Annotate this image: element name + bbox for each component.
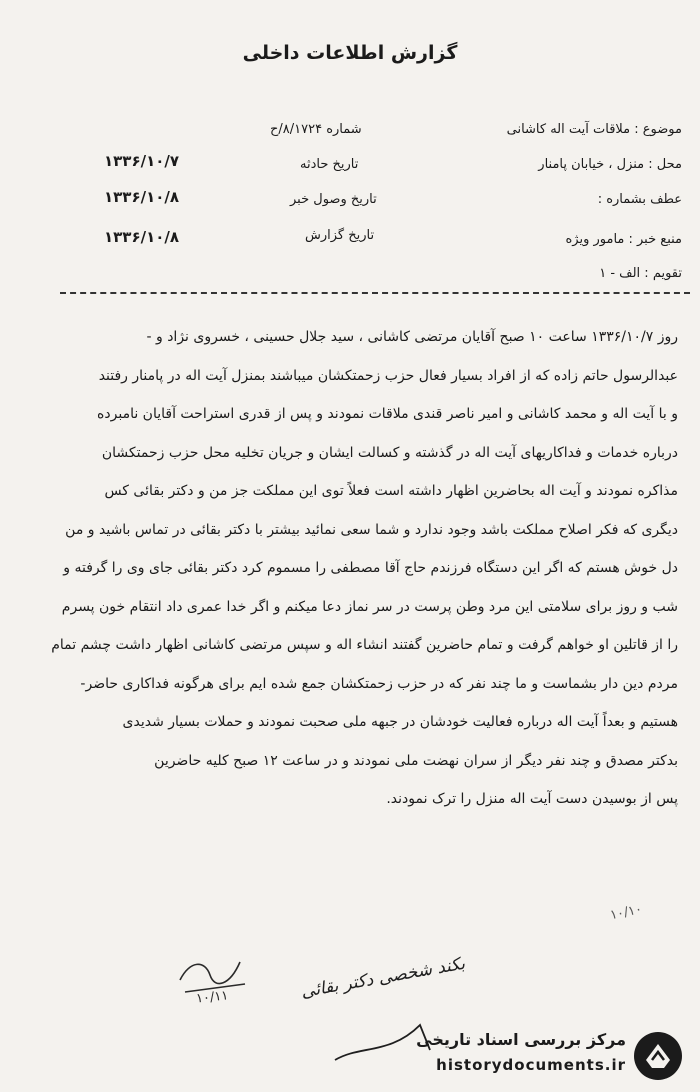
body-line: شب و روز برای سلامتی این مرد وطن پرست در سر نماز دعا میکنم و اگر خدا عمری داد انتقام خون پسرم	[61, 598, 678, 615]
body-line: روز ۱۳۳۶/۱۰/۷ ساعت ۱۰ صبح آقایان مرتضی کاشانی ، سید جلال حسینی ، خسروی نژاد و -	[146, 329, 678, 345]
report-date-label: تاریخ گزارش	[305, 228, 375, 243]
archive-watermark	[398, 1026, 688, 1086]
receipt-date-label: تاریخ وصول خبر	[290, 192, 377, 207]
body-line: هستیم و بعداً آیت اله درباره فعالیت خودشان در جبهه ملی صحبت نمودند و حملات بسیار شدیدی	[122, 714, 678, 730]
marginal-note: ۱۰/۱۰	[608, 901, 644, 924]
body-line: درباره خدمات و فداکاریهای آیت اله در گذشته و کسالت ایشان و جریان تخلیه محل حزب زحمتکشان	[101, 444, 678, 461]
incident-date-label: تاریخ حادثه	[300, 157, 359, 172]
header-divider	[60, 292, 690, 294]
source-line: منبع خبر : مامور ویژه	[565, 232, 682, 247]
body-line: دل خوش هستم که اگر این دستگاه فرزندم حاج آقا مصطفی را مسموم کرد دکتر بقائی جای وی را گرفته و	[63, 560, 678, 576]
location-line: محل : منزل ، خیابان پامنار	[538, 157, 682, 172]
body-line: عبدالرسول حاتم زاده که از افراد بسیار فعال حزب زحمتکشان میباشند بمنزل آیت اله در پامنار رفتند	[98, 367, 678, 384]
body-line: بدکتر مصدق و چند نفر دیگر از سران نهضت ملی نمودند و در ساعت ۱۲ صبح کلیه حاضرین	[154, 752, 678, 769]
reference-line: عطف بشماره :	[597, 192, 682, 207]
body-line: مردم دین دار بشماست و ما چند نفر که در حزب زحمتکشان جمع شده ایم برای هرگونه فداکاری حاضر-	[80, 675, 678, 692]
body-line: مذاکره نمودند و آیت اله بحاضرین اظهار داشته است فعلاً توی این مملکت جز من و دکتر بقائی کس	[104, 483, 678, 499]
body-line: دیگری که فکر اصلاح مملکت باشد وجود ندارد و شما سعی نمائید بیشتر با دکتر بقائی در تماس باشید و من	[65, 521, 678, 538]
archive-name: مرکز بررسی اسناد تاریخی	[416, 1030, 626, 1049]
body-line: پس از بوسیدن دست آیت اله منزل را ترک نمودند.	[386, 791, 678, 807]
rating-line: تقویم : الف - ۱	[599, 266, 682, 281]
report-body	[18, 318, 678, 819]
report-date: ۱۳۳۶/۱۰/۸	[104, 228, 180, 246]
subject-line: موضوع : ملاقات آیت اله کاشانی	[506, 122, 682, 137]
incident-date: ۱۳۳۶/۱۰/۷	[104, 152, 180, 170]
document-title: گزارش اطلاعات داخلی	[242, 42, 458, 64]
left-note: ۱۰/۱۱	[195, 988, 230, 1007]
body-line: و با آیت اله و محمد کاشانی و امیر ناصر قندی ملاقات نمودند و پس از قدری استراحت آقایان نامبرده	[97, 406, 678, 422]
signature: بکند شخصی دکتر بقائی	[299, 953, 467, 1003]
body-line: را از قاتلین او خواهم گرفت و تمام حاضرین گفتند انشاء اله و سپس مرتضی کاشانی اظهار داشت چشم تمام	[51, 637, 678, 653]
report-number: شماره ۸/۱۷۲۴/ح	[270, 122, 362, 137]
archive-url: historydocuments.ir	[436, 1056, 626, 1074]
receipt-date: ۱۳۳۶/۱۰/۸	[104, 188, 180, 206]
archive-logo-icon	[632, 1030, 684, 1082]
